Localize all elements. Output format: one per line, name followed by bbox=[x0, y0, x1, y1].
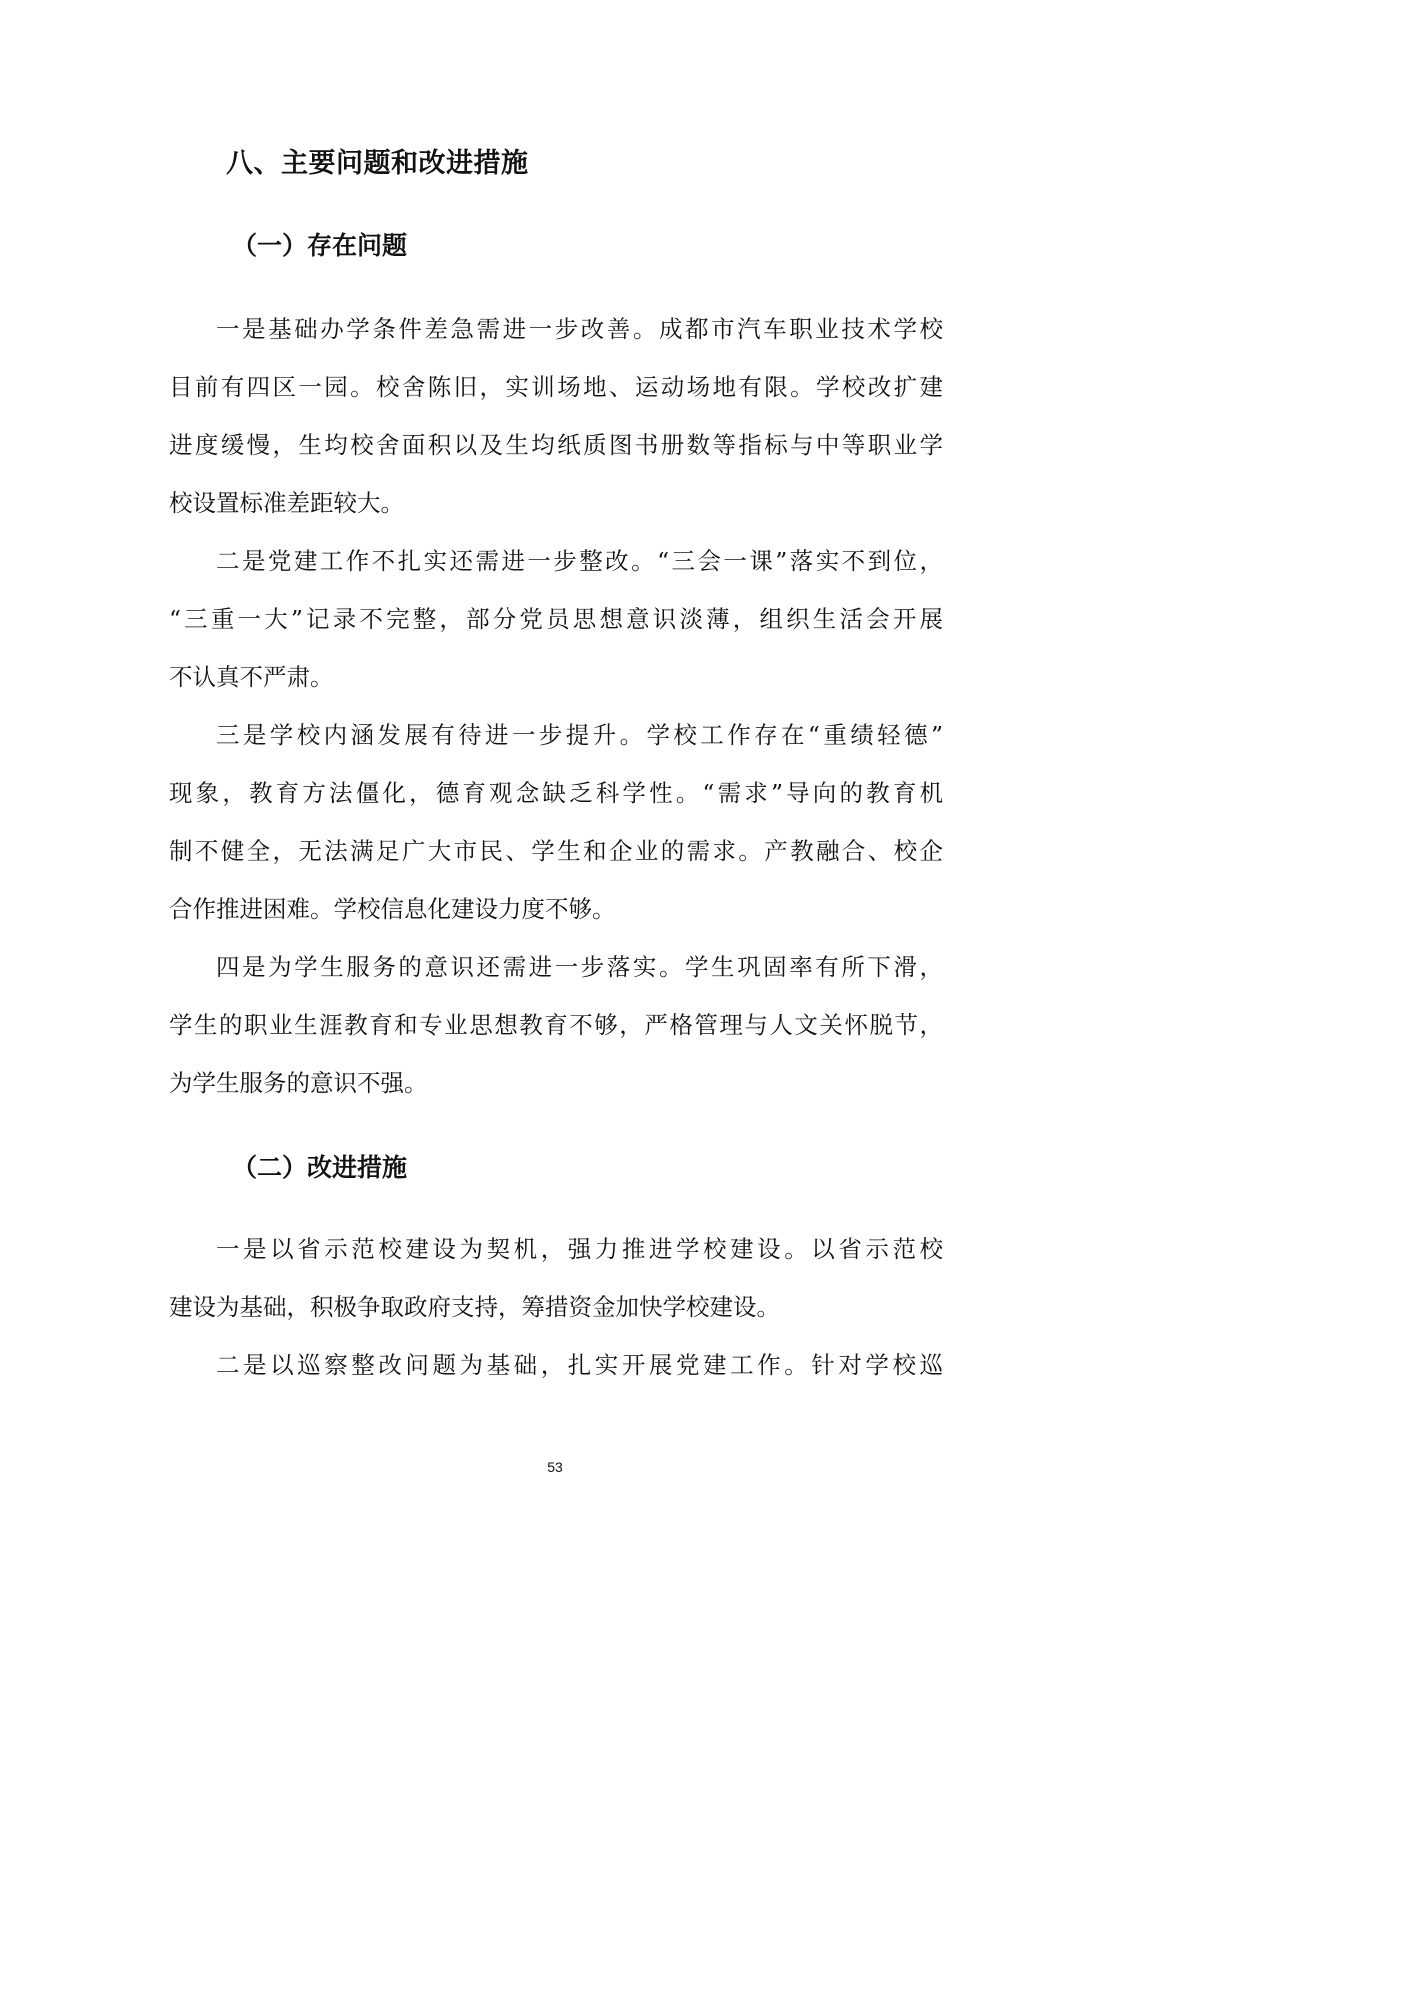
paragraph-line: 校设置标准差距较大。 bbox=[169, 489, 404, 517]
page-number: 53 bbox=[547, 1459, 563, 1475]
paragraph-line: 建设为基础，积极争取政府支持，筹措资金加快学校建设。 bbox=[169, 1293, 780, 1321]
paragraph-line: 目前有四区一园。校舍陈旧，实训场地、运动场地有限。学校改扩建 bbox=[169, 373, 943, 401]
problem-paragraph-2 bbox=[169, 532, 943, 706]
subheading-problems: （一）存在问题 bbox=[232, 231, 408, 260]
paragraph-line: 一是以省示范校建设为契机，强力推进学校建设。以省示范校 bbox=[216, 1235, 943, 1263]
problem-paragraph-3 bbox=[169, 706, 943, 938]
paragraph-line: 现象，教育方法僵化，德育观念缺乏科学性。“需求”导向的教育机 bbox=[169, 779, 943, 807]
paragraph-line: 为学生服务的意识不强。 bbox=[169, 1069, 428, 1097]
section-heading: 八、主要问题和改进措施 bbox=[226, 148, 529, 179]
subheading-measures: （二）改进措施 bbox=[232, 1153, 408, 1182]
paragraph-line: “三重一大”记录不完整，部分党员思想意识淡薄，组织生活会开展 bbox=[169, 605, 943, 633]
paragraph-line: 三是学校内涵发展有待进一步提升。学校工作存在“重绩轻德” bbox=[216, 721, 943, 749]
paragraph-line: 学生的职业生涯教育和专业思想教育不够，严格管理与人文关怀脱节， bbox=[169, 1011, 943, 1039]
paragraph-line: 进度缓慢，生均校舍面积以及生均纸质图书册数等指标与中等职业学 bbox=[169, 431, 943, 459]
measure-paragraph-1 bbox=[169, 1220, 943, 1336]
paragraph-line: 不认真不严肃。 bbox=[169, 663, 334, 691]
paragraph-line: 制不健全，无法满足广大市民、学生和企业的需求。产教融合、校企 bbox=[169, 837, 943, 865]
paragraph-line: 一是基础办学条件差急需进一步改善。成都市汽车职业技术学校 bbox=[216, 315, 943, 343]
paragraph-line: 四是为学生服务的意识还需进一步落实。学生巩固率有所下滑， bbox=[216, 953, 943, 981]
problem-paragraph-4 bbox=[169, 938, 943, 1112]
problem-paragraph-1 bbox=[169, 300, 943, 532]
measure-paragraph-2 bbox=[169, 1336, 943, 1394]
paragraph-line: 二是党建工作不扎实还需进一步整改。“三会一课”落实不到位， bbox=[216, 547, 943, 575]
paragraph-line: 合作推进困难。学校信息化建设力度不够。 bbox=[169, 895, 616, 923]
paragraph-line: 二是以巡察整改问题为基础，扎实开展党建工作。针对学校巡 bbox=[216, 1351, 943, 1379]
